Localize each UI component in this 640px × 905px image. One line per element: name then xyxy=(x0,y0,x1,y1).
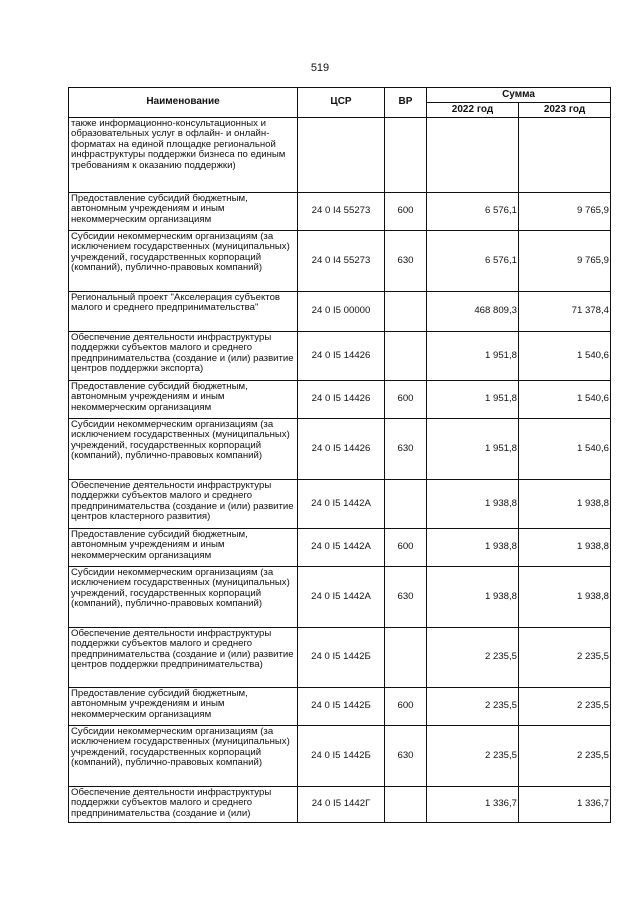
table-row xyxy=(69,292,611,332)
table-row xyxy=(69,381,611,419)
row-vr: 600 xyxy=(385,193,427,231)
row-csr: 24 0 I4 55273 xyxy=(298,193,385,231)
row-sum-2023: 9 765,9 xyxy=(519,231,611,292)
row-sum-2022: 6 576,1 xyxy=(427,231,519,292)
row-sum-2022: 1 336,7 xyxy=(427,787,519,823)
row-name: Предоставление субсидий бюджетным, автономным учреждениям и иным некоммерческим организациям xyxy=(69,381,298,419)
row-name: Субсидии некоммерческим организациям (за исключением государственных (муниципальных) учреждений, государственных корпораций (компаний), публично-правовых компаний) xyxy=(69,231,298,292)
header-year-2023: 2023 год xyxy=(519,103,611,118)
table-row xyxy=(69,628,611,688)
row-sum-2022: 468 809,3 xyxy=(427,292,519,332)
row-name: Региональный проект "Акселерация субъектов малого и среднего предпринимательства" xyxy=(69,292,298,332)
row-csr: 24 0 I5 00000 xyxy=(298,292,385,332)
row-name: Обеспечение деятельности инфраструктуры поддержки субъектов малого и среднего предпринимательства (создание и (или) xyxy=(69,787,298,823)
row-name: Предоставление субсидий бюджетным, автономным учреждениям и иным некоммерческим организациям xyxy=(69,688,298,726)
row-vr xyxy=(385,628,427,688)
row-sum-2022: 1 951,8 xyxy=(427,381,519,419)
row-sum-2022: 2 235,5 xyxy=(427,726,519,787)
row-name: Предоставление субсидий бюджетным, автономным учреждениям и иным некоммерческим организациям xyxy=(69,193,298,231)
row-csr xyxy=(298,118,385,193)
row-vr xyxy=(385,118,427,193)
row-sum-2023: 2 235,5 xyxy=(519,628,611,688)
row-sum-2022: 1 938,8 xyxy=(427,567,519,628)
table-row xyxy=(69,419,611,480)
row-sum-2023: 1 540,6 xyxy=(519,332,611,381)
table-row xyxy=(69,332,611,381)
row-vr: 630 xyxy=(385,567,427,628)
page-number: 519 xyxy=(310,62,330,74)
row-csr: 24 0 I4 55273 xyxy=(298,231,385,292)
row-sum-2023: 1 938,8 xyxy=(519,567,611,628)
row-vr: 630 xyxy=(385,419,427,480)
table-row xyxy=(69,480,611,529)
row-sum-2022: 2 235,5 xyxy=(427,628,519,688)
row-sum-2023: 1 938,8 xyxy=(519,480,611,529)
row-vr xyxy=(385,480,427,529)
header-csr: ЦСР xyxy=(298,88,385,118)
table-row xyxy=(69,726,611,787)
row-vr: 630 xyxy=(385,726,427,787)
row-sum-2022: 1 938,8 xyxy=(427,480,519,529)
row-vr xyxy=(385,332,427,381)
table-row xyxy=(69,567,611,628)
table-row xyxy=(69,231,611,292)
table-row xyxy=(69,193,611,231)
row-sum-2022: 1 951,8 xyxy=(427,419,519,480)
row-csr: 24 0 I5 1442А xyxy=(298,529,385,567)
table-row xyxy=(69,688,611,726)
row-csr: 24 0 I5 1442Г xyxy=(298,787,385,823)
row-vr: 600 xyxy=(385,381,427,419)
row-csr: 24 0 I5 1442Б xyxy=(298,688,385,726)
row-sum-2023: 1 540,6 xyxy=(519,381,611,419)
header-sum: Сумма xyxy=(427,88,611,103)
row-name: также информационно-консультационных и образовательных услуг в офлайн- и онлайн-форматах на единой площадке региональной инфраструктуры поддержки бизнеса по единым требованиям к оказанию поддержки) xyxy=(69,118,298,193)
header-vr: ВР xyxy=(385,88,427,118)
table-row xyxy=(69,787,611,823)
header-name: Наименование xyxy=(69,88,298,118)
row-name: Предоставление субсидий бюджетным, автономным учреждениям и иным некоммерческим организациям xyxy=(69,529,298,567)
table-row xyxy=(69,529,611,567)
row-sum-2023: 9 765,9 xyxy=(519,193,611,231)
row-sum-2022 xyxy=(427,118,519,193)
row-sum-2022: 1 951,8 xyxy=(427,332,519,381)
row-vr: 630 xyxy=(385,231,427,292)
header-year-2022: 2022 год xyxy=(427,103,519,118)
row-name: Обеспечение деятельности инфраструктуры поддержки субъектов малого и среднего предпринимательства (создание и (или) развитие центров поддержки предпринимательства) xyxy=(69,628,298,688)
row-vr: 600 xyxy=(385,688,427,726)
budget-table xyxy=(68,87,611,823)
row-sum-2022: 1 938,8 xyxy=(427,529,519,567)
row-csr: 24 0 I5 1442А xyxy=(298,480,385,529)
row-sum-2023: 1 938,8 xyxy=(519,529,611,567)
row-name: Субсидии некоммерческим организациям (за исключением государственных (муниципальных) учреждений, государственных корпораций (компаний), публично-правовых компаний) xyxy=(69,567,298,628)
row-csr: 24 0 I5 14426 xyxy=(298,419,385,480)
table-row xyxy=(69,118,611,193)
row-vr: 600 xyxy=(385,529,427,567)
row-sum-2023: 1 336,7 xyxy=(519,787,611,823)
row-csr: 24 0 I5 1442Б xyxy=(298,726,385,787)
row-csr: 24 0 I5 14426 xyxy=(298,332,385,381)
row-name: Субсидии некоммерческим организациям (за исключением государственных (муниципальных) учреждений, государственных корпораций (компаний), публично-правовых компаний) xyxy=(69,419,298,480)
row-sum-2023: 71 378,4 xyxy=(519,292,611,332)
row-sum-2022: 2 235,5 xyxy=(427,688,519,726)
row-name: Обеспечение деятельности инфраструктуры поддержки субъектов малого и среднего предпринимательства (создание и (или) развитие центров кластерного развития) xyxy=(69,480,298,529)
row-sum-2023: 2 235,5 xyxy=(519,688,611,726)
row-vr xyxy=(385,787,427,823)
row-csr: 24 0 I5 14426 xyxy=(298,381,385,419)
row-sum-2023 xyxy=(519,118,611,193)
row-name: Субсидии некоммерческим организациям (за исключением государственных (муниципальных) учреждений, государственных корпораций (компаний), публично-правовых компаний) xyxy=(69,726,298,787)
row-csr: 24 0 I5 1442Б xyxy=(298,628,385,688)
row-sum-2023: 1 540,6 xyxy=(519,419,611,480)
row-csr: 24 0 I5 1442А xyxy=(298,567,385,628)
row-name: Обеспечение деятельности инфраструктуры поддержки субъектов малого и среднего предпринимательства (создание и (или) развитие центров поддержки экспорта) xyxy=(69,332,298,381)
row-sum-2022: 6 576,1 xyxy=(427,193,519,231)
row-vr xyxy=(385,292,427,332)
row-sum-2023: 2 235,5 xyxy=(519,726,611,787)
